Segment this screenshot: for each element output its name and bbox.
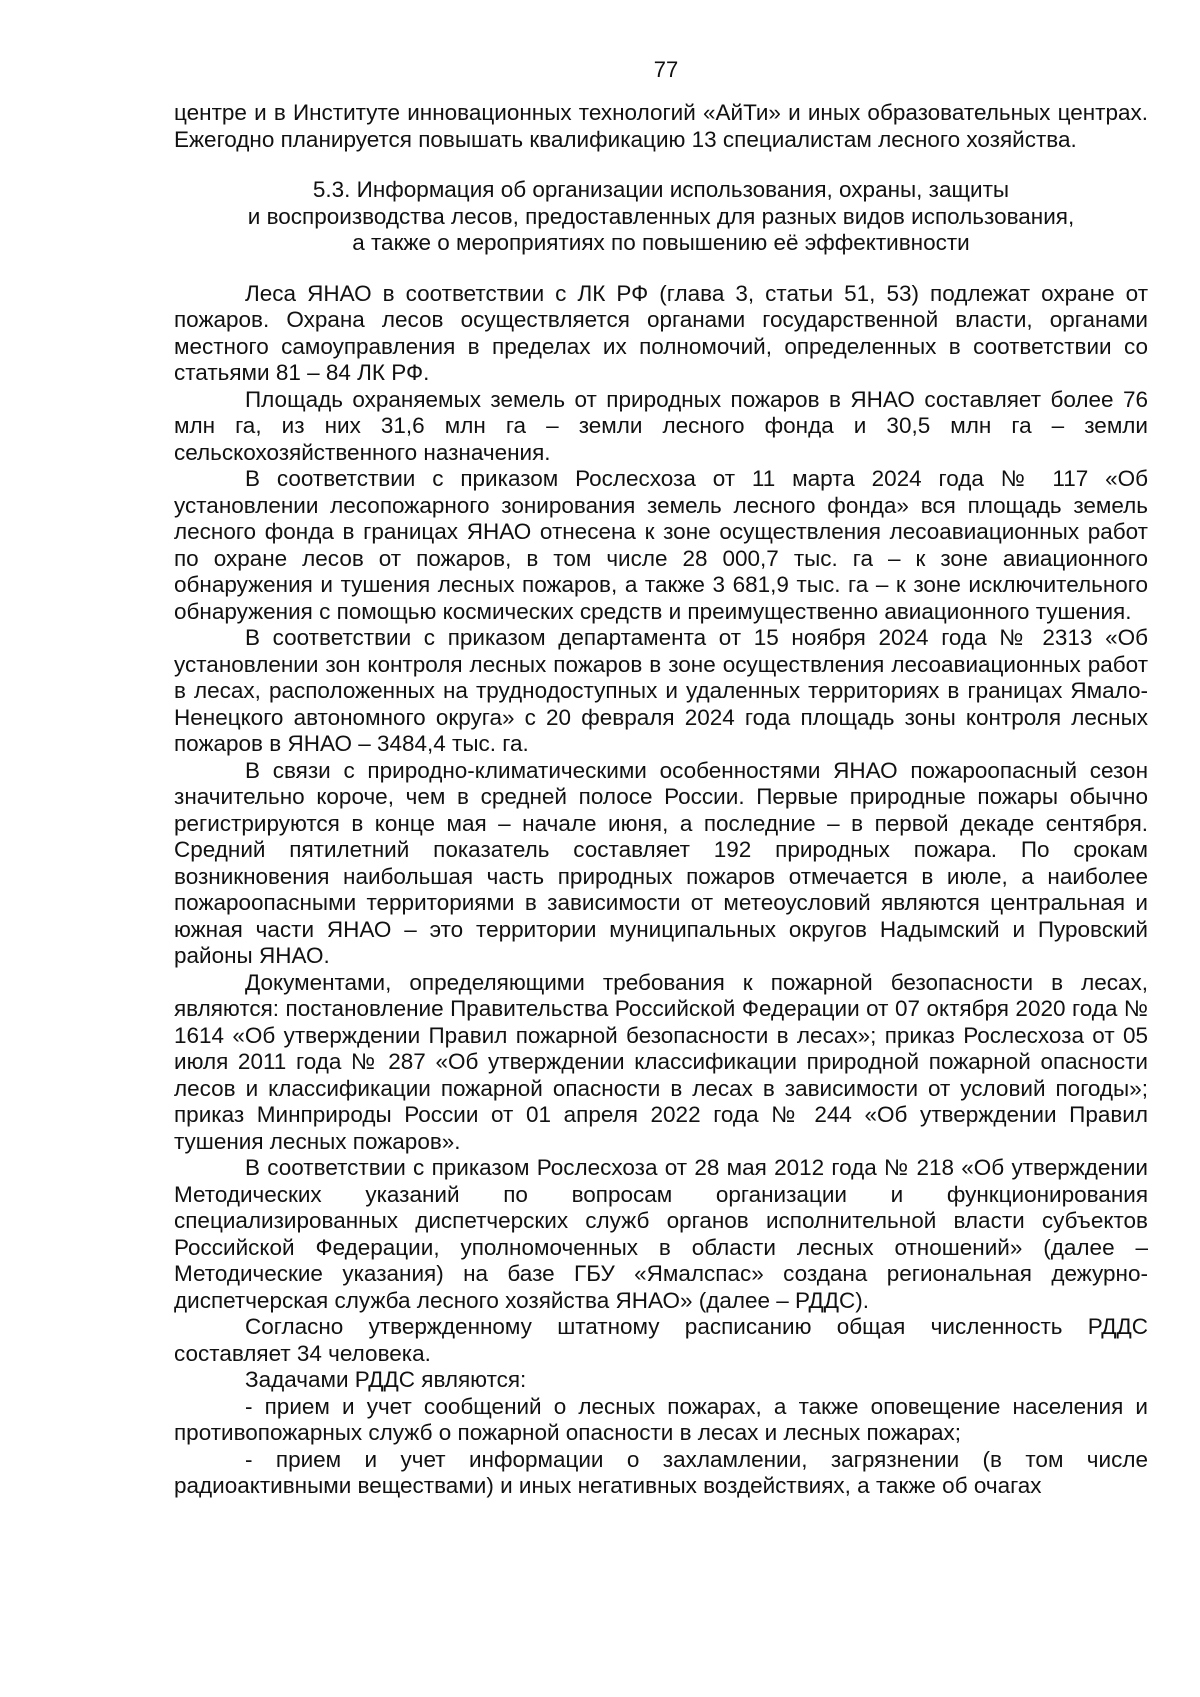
document-page <box>174 56 1148 1500</box>
paragraph: В связи с природно-климатическими особенностями ЯНАО пожароопасный сезон значительно короче, чем в средней полосе России. Первые природные пожары обычно регистрируются в конце мая – начале июня, а последние – в первой декаде сентября. Средний пятилетний показатель составляет 192 природных пожара. По срокам возникновения наибольшая часть природных пожаров отмечается в июле, а наиболее пожароопасными территориями в зависимости от метеоусловий являются центральная и южная части ЯНАО – это территории муниципальных округов Надымский и Пуровский районы ЯНАО. <box>174 757 1148 968</box>
continuation-paragraph: центре и в Институте инновационных технологий «АйТи» и иных образовательных центрах. Ежегодно планируется повышать квалификацию 13 специалистам лесного хозяйства. <box>174 100 1148 152</box>
paragraph: В соответствии с приказом Рослесхоза от 28 мая 2012 года № 218 «Об утверждении Методических указаний по вопросам организации и функционирования специализированных диспетчерских служб органов исполнительной власти субъектов Российской Федерации, уполномоченных в области лесных отношений» (далее – Методические указания) на базе ГБУ «Ямалспас» создана региональная дежурно-диспетчерская служба лесного хозяйства ЯНАО» (далее – РДДС). <box>174 1155 1148 1313</box>
section-heading-line: 5.3. Информация об организации использования, охраны, защиты <box>312 177 1010 202</box>
list-item: - прием и учет сообщений о лесных пожарах, а также оповещение населения и противопожарных служб о пожарной опасности в лесах и лесных пожарах; <box>174 1393 1148 1445</box>
paragraph: Площадь охраняемых земель от природных пожаров в ЯНАО составляет более 76 млн га, из них 31,6 млн га – земли лесного фонда и 30,5 млн га – земли сельскохозяйственного назначения. <box>174 386 1148 465</box>
list-item: - прием и учет информации о захламлении, загрязнении (в том числе радиоактивными веществами) и иных негативных воздействиях, а также об очагах <box>174 1446 1148 1498</box>
paragraph: Документами, определяющими требования к пожарной безопасности в лесах, являются: постановление Правительства Российской Федерации от 07 октября 2020 года № 1614 «Об утверждении Правил пожарной безопасности в лесах»; приказ Рослесхоза от 05 июля 2011 года № 287 «Об утверждении классификации природной пожарной опасности лесов и классификации пожарной опасности в лесах в зависимости от условий погоды»; приказ Минприроды России от 01 апреля 2022 года № 244 «Об утверждении Правил тушения лесных пожаров». <box>174 969 1148 1154</box>
section-heading-line: и воспроизводства лесов, предоставленных для разных видов использования, <box>247 203 1075 229</box>
continuation-block <box>174 100 1148 153</box>
paragraph: В соответствии с приказом департамента от 15 ноября 2024 года № 2313 «Об установлении зон контроля лесных пожаров в зоне осуществления лесоавиационных работ в лесах, расположенных на труднодоступных и удаленных территориях в границах Ямало-Ненецкого автономного округа» с 20 февраля 2024 года площадь зоны контроля лесных пожаров в ЯНАО – 3484,4 тыс. га. <box>174 625 1148 756</box>
paragraph: Леса ЯНАО в соответствии с ЛК РФ (глава 3, статьи 51, 53) подлежат охране от пожаров. Охрана лесов осуществляется органами государственной власти, органами местного самоуправления в пределах их полномочий, определенных в соответствии со статьями 81 – 84 ЛК РФ. <box>174 280 1148 385</box>
paragraph: В соответствии с приказом Рослесхоза от 11 марта 2024 года № 117 «Об установлении лесопожарного зонирования земель лесного фонда» вся площадь земель лесного фонда в границах ЯНАО отнесена к зоне осуществления лесоавиационных работ по охране лесов от пожаров, в том числе 28 000,7 тыс. га – к зоне авиационного обнаружения и тушения лесных пожаров, а также 3 681,9 тыс. га – к зоне исключительного обнаружения с помощью космических средств и преимущественно авиационного тушения. <box>174 466 1148 624</box>
page-number: 77 <box>653 57 679 82</box>
body-text <box>174 281 1148 1500</box>
section-heading-line: а также о мероприятиях по повышению её эффективности <box>352 230 970 255</box>
paragraph: Задачами РДДС являются: <box>245 1367 527 1392</box>
section-heading <box>174 177 1148 257</box>
paragraph: Согласно утвержденному штатному расписанию общая численность РДДС составляет 34 человека. <box>174 1314 1148 1366</box>
